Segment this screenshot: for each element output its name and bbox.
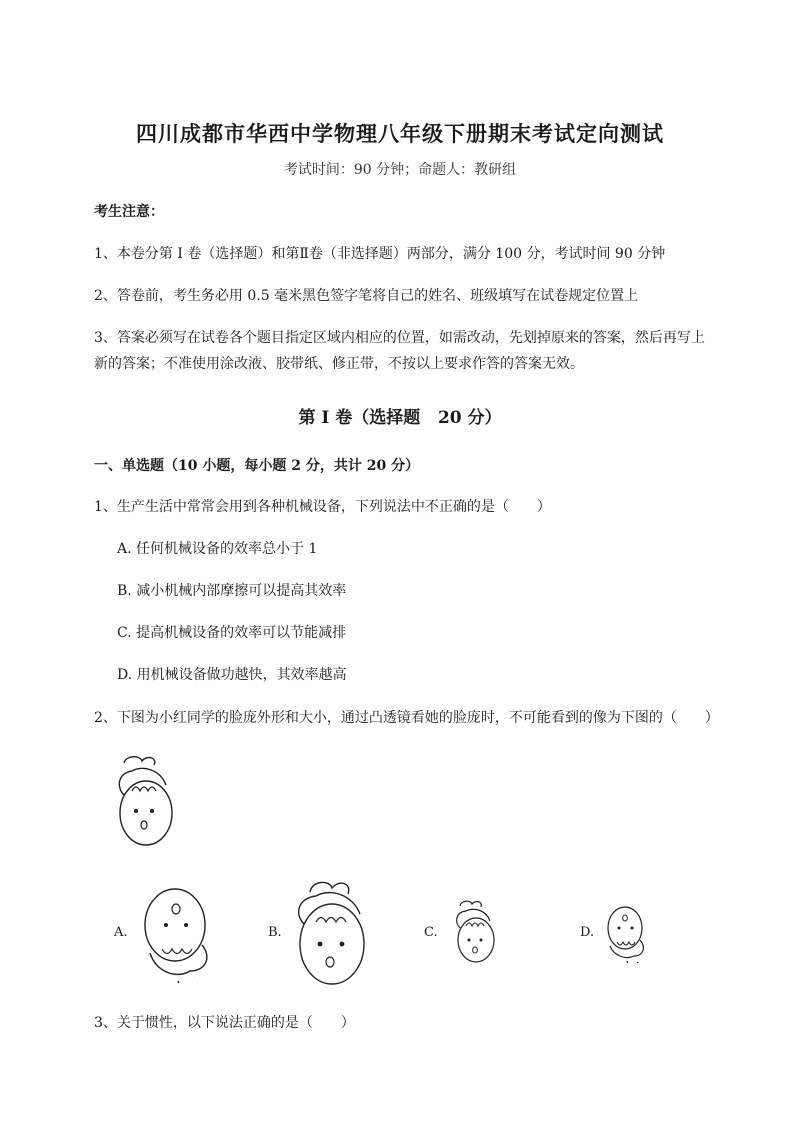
option-a-face-image [130,873,220,983]
question-2-stem: 2、下图为小红同学的脸庞外形和大小，通过凸透镜看她的脸庞时，不可能看到的像为下图的（ ） [94,710,719,726]
notice-item-2: 2、答卷前，考生务必用 0.5 毫米黑色签字笔将自己的姓名、班级填写在试卷规定位置上 [94,288,639,304]
question-2-option-c: C. [424,925,438,940]
option-b-face-image [290,880,370,990]
question-1-option-b: B. 减小机械内部摩擦可以提高其效率 [117,583,347,599]
question-3-stem: 3、关于惯性，以下说法正确的是（ ） [94,1015,355,1031]
reference-face-image [110,755,180,850]
section-title: 第 I 卷（选择题 20 分） [298,408,502,428]
notice-heading: 考生注意： [94,204,164,220]
page-title: 四川成都市华西中学物理八年级下册期末考试定向测试 [136,121,664,146]
notice-item-1: 1、本卷分第 I 卷（选择题）和第Ⅱ卷（非选择题）两部分，满分 100 分，考试时间 90 分钟 [94,246,666,262]
part-heading: 一、单选题（10 小题，每小题 2 分，共计 20 分） [94,458,420,474]
question-2-option-a: A. [114,925,128,940]
question-1-option-c: C. 提高机械设备的效率可以节能减排 [117,625,347,641]
option-d-face-image [600,898,650,963]
question-1-stem: 1、生产生活中常常会用到各种机械设备，下列说法中不正确的是（ ） [94,499,551,515]
question-2-option-d: D. [580,925,595,940]
option-c-face-image [450,900,500,965]
notice-item-3: 3、答案必须写在试卷各个题目指定区域内相应的位置，如需改动，先划掉原来的答案，然后再写上新的答案；不准使用涂改液、胶带纸、修正带，不按以上要求作答的答案无效。 [94,330,705,372]
question-2-option-b: B. [268,925,282,940]
exam-info: 考试时间：90 分钟；命题人：教研组 [283,162,517,178]
question-1-option-a: A. 任何机械设备的效率总小于 1 [117,541,318,557]
question-1-option-d: D. 用机械设备做功越快，其效率越高 [117,667,347,683]
